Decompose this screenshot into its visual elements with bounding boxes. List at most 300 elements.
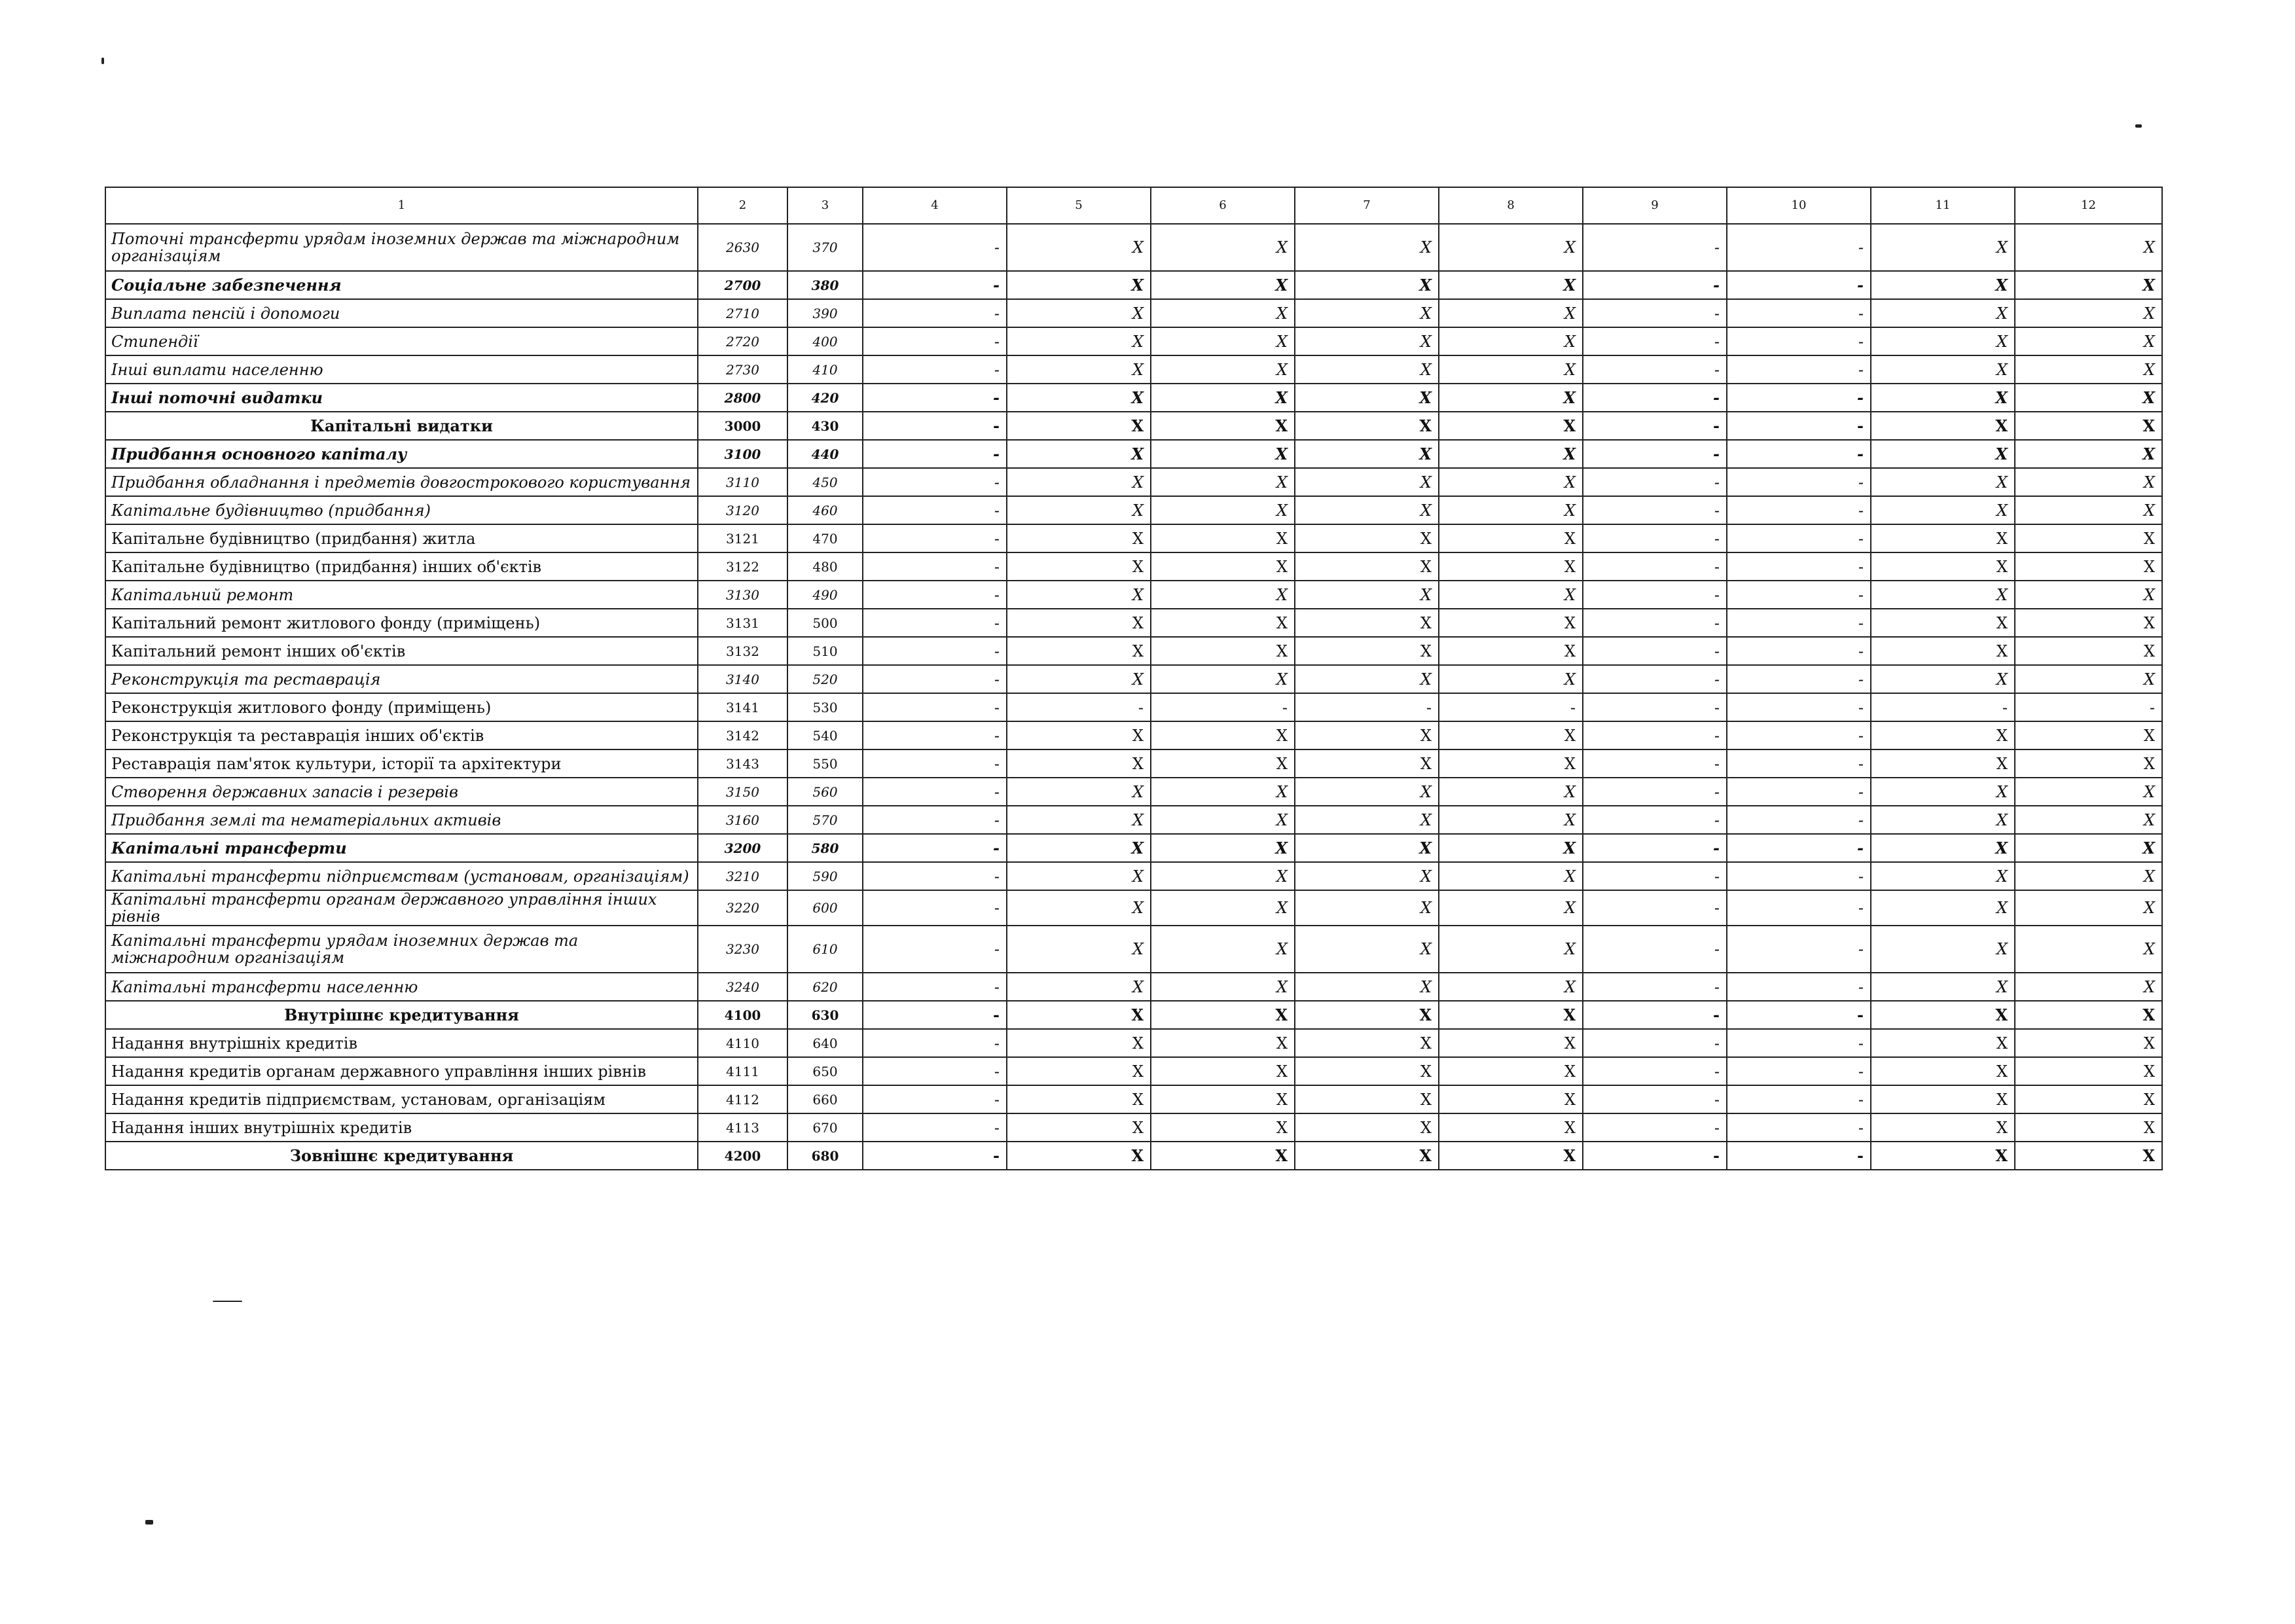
- value-cell: X: [2015, 468, 2162, 496]
- value-cell: X: [2015, 1142, 2162, 1170]
- value-cell: X: [1871, 224, 2015, 271]
- value-cell: X: [1439, 637, 1583, 665]
- kekv-code-cell: 3220: [698, 890, 787, 926]
- value-cell: X: [1439, 440, 1583, 468]
- table-row: [105, 890, 2162, 926]
- value-cell: -: [1583, 806, 1727, 834]
- value-cell: X: [1871, 1029, 2015, 1057]
- column-number-row: [105, 187, 2162, 224]
- value-cell: -: [1583, 1001, 1727, 1029]
- value-cell: X: [2015, 834, 2162, 862]
- table-row: [105, 581, 2162, 609]
- row-name-cell: Зовнішнє кредитування: [105, 1142, 698, 1170]
- value-cell: -: [863, 496, 1007, 524]
- value-cell: X: [1871, 806, 2015, 834]
- table-row: [105, 224, 2162, 271]
- row-name-cell: Капітальні трансферти: [105, 834, 698, 862]
- value-cell: X: [1151, 440, 1295, 468]
- value-cell: -: [1727, 1142, 1871, 1170]
- value-cell: X: [1295, 806, 1439, 834]
- value-cell: X: [2015, 665, 2162, 693]
- value-cell: -: [863, 224, 1007, 271]
- value-cell: X: [2015, 496, 2162, 524]
- line-code-cell: 590: [787, 862, 863, 890]
- kekv-code-cell: 2730: [698, 355, 787, 384]
- kekv-code-cell: 3143: [698, 749, 787, 778]
- value-cell: -: [1151, 693, 1295, 721]
- table-row: [105, 721, 2162, 749]
- line-code-cell: 420: [787, 384, 863, 412]
- value-cell: X: [1151, 384, 1295, 412]
- kekv-code-cell: 3210: [698, 862, 787, 890]
- value-cell: -: [1727, 468, 1871, 496]
- kekv-code-cell: 4100: [698, 1001, 787, 1029]
- value-cell: -: [863, 384, 1007, 412]
- value-cell: X: [1871, 327, 2015, 355]
- table-row: [105, 271, 2162, 299]
- line-code-cell: 550: [787, 749, 863, 778]
- value-cell: X: [1439, 355, 1583, 384]
- value-cell: X: [1871, 468, 2015, 496]
- line-code-cell: 670: [787, 1113, 863, 1142]
- column-header: 6: [1151, 187, 1295, 224]
- value-cell: X: [1439, 1001, 1583, 1029]
- column-header: 5: [1007, 187, 1151, 224]
- value-cell: X: [1871, 384, 2015, 412]
- row-name-cell: Капітальні видатки: [105, 412, 698, 440]
- value-cell: X: [1151, 1142, 1295, 1170]
- column-header: 9: [1583, 187, 1727, 224]
- value-cell: -: [863, 1142, 1007, 1170]
- value-cell: X: [1151, 299, 1295, 327]
- value-cell: -: [1727, 890, 1871, 926]
- value-cell: -: [2015, 693, 2162, 721]
- value-cell: -: [1727, 552, 1871, 581]
- line-code-cell: 520: [787, 665, 863, 693]
- value-cell: X: [2015, 440, 2162, 468]
- value-cell: X: [1871, 1142, 2015, 1170]
- value-cell: -: [1583, 468, 1727, 496]
- value-cell: -: [1727, 862, 1871, 890]
- value-cell: X: [1151, 890, 1295, 926]
- value-cell: X: [1007, 1029, 1151, 1057]
- value-cell: X: [1439, 665, 1583, 693]
- value-cell: -: [1583, 355, 1727, 384]
- value-cell: X: [1295, 1057, 1439, 1085]
- value-cell: X: [1151, 581, 1295, 609]
- value-cell: X: [1151, 327, 1295, 355]
- value-cell: X: [1295, 355, 1439, 384]
- value-cell: X: [2015, 524, 2162, 552]
- value-cell: -: [1583, 299, 1727, 327]
- table-row: [105, 778, 2162, 806]
- value-cell: -: [863, 665, 1007, 693]
- value-cell: -: [1583, 1113, 1727, 1142]
- value-cell: -: [1727, 1029, 1871, 1057]
- value-cell: X: [1871, 973, 2015, 1001]
- kekv-code-cell: 2720: [698, 327, 787, 355]
- value-cell: X: [1295, 834, 1439, 862]
- line-code-cell: 540: [787, 721, 863, 749]
- value-cell: -: [1727, 1085, 1871, 1113]
- value-cell: X: [1439, 384, 1583, 412]
- value-cell: -: [1583, 1085, 1727, 1113]
- line-code-cell: 500: [787, 609, 863, 637]
- value-cell: -: [863, 299, 1007, 327]
- line-code-cell: 580: [787, 834, 863, 862]
- value-cell: X: [1007, 749, 1151, 778]
- value-cell: X: [1295, 665, 1439, 693]
- value-cell: -: [1583, 862, 1727, 890]
- value-cell: X: [1871, 862, 2015, 890]
- value-cell: X: [1295, 581, 1439, 609]
- value-cell: -: [1727, 355, 1871, 384]
- column-header: 1: [105, 187, 698, 224]
- value-cell: X: [1439, 327, 1583, 355]
- value-cell: X: [2015, 749, 2162, 778]
- value-cell: X: [1295, 637, 1439, 665]
- row-name-cell: Капітальний ремонт: [105, 581, 698, 609]
- table-row: [105, 1113, 2162, 1142]
- value-cell: X: [1439, 224, 1583, 271]
- table-row: [105, 609, 2162, 637]
- value-cell: X: [2015, 1085, 2162, 1113]
- value-cell: X: [1007, 224, 1151, 271]
- value-cell: X: [1439, 609, 1583, 637]
- row-name-cell: Придбання землі та нематеріальних активів: [105, 806, 698, 834]
- value-cell: X: [1151, 862, 1295, 890]
- value-cell: X: [1871, 1001, 2015, 1029]
- table-row: [105, 1085, 2162, 1113]
- value-cell: X: [1871, 581, 2015, 609]
- value-cell: X: [2015, 384, 2162, 412]
- column-header: 10: [1727, 187, 1871, 224]
- value-cell: -: [1583, 609, 1727, 637]
- value-cell: X: [1295, 926, 1439, 973]
- value-cell: -: [863, 778, 1007, 806]
- table-row: [105, 299, 2162, 327]
- value-cell: -: [1727, 721, 1871, 749]
- value-cell: -: [1583, 552, 1727, 581]
- value-cell: -: [863, 693, 1007, 721]
- value-cell: -: [1583, 693, 1727, 721]
- value-cell: X: [2015, 609, 2162, 637]
- value-cell: X: [1151, 665, 1295, 693]
- value-cell: X: [1871, 552, 2015, 581]
- value-cell: X: [1151, 806, 1295, 834]
- line-code-cell: 560: [787, 778, 863, 806]
- value-cell: -: [1727, 581, 1871, 609]
- value-cell: -: [1583, 749, 1727, 778]
- value-cell: -: [1727, 524, 1871, 552]
- value-cell: -: [1727, 299, 1871, 327]
- value-cell: X: [2015, 806, 2162, 834]
- value-cell: -: [1583, 721, 1727, 749]
- row-name-cell: Придбання основного капіталу: [105, 440, 698, 468]
- kekv-code-cell: 3121: [698, 524, 787, 552]
- table-row: [105, 665, 2162, 693]
- table-row: [105, 552, 2162, 581]
- row-name-cell: Надання інших внутрішніх кредитів: [105, 1113, 698, 1142]
- line-code-cell: 660: [787, 1085, 863, 1113]
- value-cell: X: [1007, 299, 1151, 327]
- column-header: 4: [863, 187, 1007, 224]
- line-code-cell: 570: [787, 806, 863, 834]
- value-cell: X: [1151, 609, 1295, 637]
- value-cell: X: [1295, 384, 1439, 412]
- value-cell: X: [1871, 890, 2015, 926]
- value-cell: X: [1151, 721, 1295, 749]
- table-row: [105, 384, 2162, 412]
- value-cell: -: [863, 749, 1007, 778]
- kekv-code-cell: 3131: [698, 609, 787, 637]
- value-cell: -: [863, 412, 1007, 440]
- table-row: [105, 468, 2162, 496]
- value-cell: -: [1727, 778, 1871, 806]
- row-name-cell: Капітальні трансферти органам державного управління інших рівнів: [105, 890, 698, 926]
- value-cell: X: [2015, 973, 2162, 1001]
- table-row: [105, 1057, 2162, 1085]
- value-cell: X: [1439, 468, 1583, 496]
- value-cell: X: [2015, 327, 2162, 355]
- value-cell: X: [1007, 496, 1151, 524]
- value-cell: -: [1727, 926, 1871, 973]
- value-cell: -: [863, 552, 1007, 581]
- value-cell: -: [863, 973, 1007, 1001]
- value-cell: X: [1151, 1113, 1295, 1142]
- row-name-cell: Капітальне будівництво (придбання) житла: [105, 524, 698, 552]
- row-name-cell: Капітальні трансферти урядам іноземних держав та міжнародним організаціям: [105, 926, 698, 973]
- value-cell: X: [1007, 806, 1151, 834]
- kekv-code-cell: 2630: [698, 224, 787, 271]
- value-cell: -: [863, 806, 1007, 834]
- row-name-cell: Капітальне будівництво (придбання): [105, 496, 698, 524]
- value-cell: -: [1727, 806, 1871, 834]
- row-name-cell: Виплата пенсій і допомоги: [105, 299, 698, 327]
- row-name-cell: Стипендії: [105, 327, 698, 355]
- value-cell: X: [1439, 299, 1583, 327]
- line-code-cell: 620: [787, 973, 863, 1001]
- line-code-cell: 400: [787, 327, 863, 355]
- value-cell: X: [1295, 973, 1439, 1001]
- column-header: 2: [698, 187, 787, 224]
- value-cell: X: [1151, 468, 1295, 496]
- value-cell: X: [1439, 1142, 1583, 1170]
- row-name-cell: Реконструкція житлового фонду (приміщень): [105, 693, 698, 721]
- value-cell: X: [1295, 1142, 1439, 1170]
- value-cell: X: [2015, 778, 2162, 806]
- table-row: [105, 496, 2162, 524]
- value-cell: X: [2015, 355, 2162, 384]
- value-cell: -: [1583, 834, 1727, 862]
- value-cell: -: [863, 1057, 1007, 1085]
- line-code-cell: 450: [787, 468, 863, 496]
- value-cell: -: [1583, 271, 1727, 299]
- line-code-cell: 480: [787, 552, 863, 581]
- kekv-code-cell: 4113: [698, 1113, 787, 1142]
- column-header: 8: [1439, 187, 1583, 224]
- value-cell: -: [1727, 224, 1871, 271]
- value-cell: X: [1007, 552, 1151, 581]
- value-cell: X: [1151, 496, 1295, 524]
- value-cell: X: [1439, 721, 1583, 749]
- kekv-code-cell: 2800: [698, 384, 787, 412]
- kekv-code-cell: 3130: [698, 581, 787, 609]
- table-row: [105, 355, 2162, 384]
- value-cell: -: [863, 271, 1007, 299]
- row-name-cell: Внутрішнє кредитування: [105, 1001, 698, 1029]
- value-cell: X: [1007, 1001, 1151, 1029]
- table-row: [105, 973, 2162, 1001]
- value-cell: X: [1151, 973, 1295, 1001]
- kekv-code-cell: 3200: [698, 834, 787, 862]
- value-cell: -: [1583, 665, 1727, 693]
- value-cell: X: [1007, 327, 1151, 355]
- kekv-code-cell: 3100: [698, 440, 787, 468]
- row-name-cell: Інші поточні видатки: [105, 384, 698, 412]
- line-code-cell: 470: [787, 524, 863, 552]
- value-cell: X: [1871, 926, 2015, 973]
- value-cell: X: [1871, 271, 2015, 299]
- kekv-code-cell: 2700: [698, 271, 787, 299]
- value-cell: X: [1295, 552, 1439, 581]
- value-cell: X: [1151, 1029, 1295, 1057]
- value-cell: -: [1583, 581, 1727, 609]
- value-cell: -: [1727, 749, 1871, 778]
- value-cell: X: [1871, 665, 2015, 693]
- value-cell: -: [1583, 637, 1727, 665]
- value-cell: -: [863, 1001, 1007, 1029]
- line-code-cell: 380: [787, 271, 863, 299]
- value-cell: X: [1007, 1113, 1151, 1142]
- value-cell: -: [863, 440, 1007, 468]
- value-cell: X: [1151, 778, 1295, 806]
- kekv-code-cell: 3132: [698, 637, 787, 665]
- value-cell: X: [1151, 1001, 1295, 1029]
- table-row: [105, 693, 2162, 721]
- table-row: [105, 1142, 2162, 1170]
- value-cell: X: [1007, 890, 1151, 926]
- row-name-cell: Капітальні трансферти населенню: [105, 973, 698, 1001]
- value-cell: -: [1727, 327, 1871, 355]
- table-body: [105, 187, 2162, 1170]
- table-row: [105, 440, 2162, 468]
- value-cell: X: [1871, 1113, 2015, 1142]
- value-cell: X: [1007, 834, 1151, 862]
- line-code-cell: 610: [787, 926, 863, 973]
- value-cell: X: [1295, 496, 1439, 524]
- table-row: [105, 806, 2162, 834]
- value-cell: X: [1439, 926, 1583, 973]
- value-cell: -: [1727, 384, 1871, 412]
- row-name-cell: Капітальний ремонт інших об'єктів: [105, 637, 698, 665]
- scan-speck: [2135, 124, 2142, 128]
- value-cell: -: [863, 581, 1007, 609]
- value-cell: -: [1727, 412, 1871, 440]
- kekv-code-cell: 3000: [698, 412, 787, 440]
- value-cell: X: [1007, 665, 1151, 693]
- value-cell: X: [1151, 1085, 1295, 1113]
- value-cell: -: [1727, 1001, 1871, 1029]
- value-cell: -: [1727, 637, 1871, 665]
- value-cell: X: [2015, 299, 2162, 327]
- value-cell: -: [1583, 926, 1727, 973]
- value-cell: X: [1151, 749, 1295, 778]
- value-cell: X: [1439, 1085, 1583, 1113]
- row-name-cell: Соціальне забезпечення: [105, 271, 698, 299]
- value-cell: X: [2015, 721, 2162, 749]
- value-cell: X: [1295, 440, 1439, 468]
- value-cell: X: [1295, 1029, 1439, 1057]
- row-name-cell: Інші виплати населенню: [105, 355, 698, 384]
- value-cell: X: [1439, 581, 1583, 609]
- kekv-code-cell: 4112: [698, 1085, 787, 1113]
- value-cell: X: [1007, 412, 1151, 440]
- table-row: [105, 1001, 2162, 1029]
- value-cell: X: [2015, 1113, 2162, 1142]
- value-cell: X: [1439, 412, 1583, 440]
- kekv-code-cell: 4111: [698, 1057, 787, 1085]
- value-cell: X: [1295, 1085, 1439, 1113]
- value-cell: -: [1295, 693, 1439, 721]
- line-code-cell: 460: [787, 496, 863, 524]
- row-name-cell: Реставрація пам'яток культури, історії та архітектури: [105, 749, 698, 778]
- value-cell: X: [1007, 862, 1151, 890]
- budget-table-container: [105, 187, 2161, 1170]
- value-cell: X: [1151, 412, 1295, 440]
- value-cell: -: [1727, 609, 1871, 637]
- value-cell: -: [1727, 1057, 1871, 1085]
- value-cell: X: [1871, 637, 2015, 665]
- value-cell: -: [1871, 693, 2015, 721]
- value-cell: -: [1727, 496, 1871, 524]
- value-cell: X: [1295, 271, 1439, 299]
- value-cell: X: [1007, 1142, 1151, 1170]
- row-name-cell: Капітальний ремонт житлового фонду (приміщень): [105, 609, 698, 637]
- table-row: [105, 412, 2162, 440]
- value-cell: -: [863, 355, 1007, 384]
- value-cell: X: [1151, 524, 1295, 552]
- value-cell: -: [1727, 693, 1871, 721]
- line-code-cell: 440: [787, 440, 863, 468]
- kekv-code-cell: 4200: [698, 1142, 787, 1170]
- row-name-cell: Реконструкція та реставрація: [105, 665, 698, 693]
- line-code-cell: 430: [787, 412, 863, 440]
- value-cell: -: [1583, 440, 1727, 468]
- line-code-cell: 410: [787, 355, 863, 384]
- budget-table: [105, 187, 2163, 1170]
- value-cell: X: [1007, 271, 1151, 299]
- value-cell: X: [1871, 778, 2015, 806]
- line-code-cell: 370: [787, 224, 863, 271]
- value-cell: X: [1439, 1029, 1583, 1057]
- value-cell: -: [1727, 665, 1871, 693]
- value-cell: X: [1439, 271, 1583, 299]
- value-cell: X: [1439, 862, 1583, 890]
- value-cell: X: [1007, 384, 1151, 412]
- row-name-cell: Придбання обладнання і предметів довгострокового користування: [105, 468, 698, 496]
- value-cell: -: [1583, 778, 1727, 806]
- row-name-cell: Капітальні трансферти підприємствам (установам, організаціям): [105, 862, 698, 890]
- kekv-code-cell: 3141: [698, 693, 787, 721]
- value-cell: X: [1439, 552, 1583, 581]
- value-cell: X: [2015, 1029, 2162, 1057]
- value-cell: X: [1007, 1085, 1151, 1113]
- value-cell: X: [1007, 778, 1151, 806]
- value-cell: X: [2015, 224, 2162, 271]
- value-cell: X: [1007, 926, 1151, 973]
- value-cell: X: [1295, 749, 1439, 778]
